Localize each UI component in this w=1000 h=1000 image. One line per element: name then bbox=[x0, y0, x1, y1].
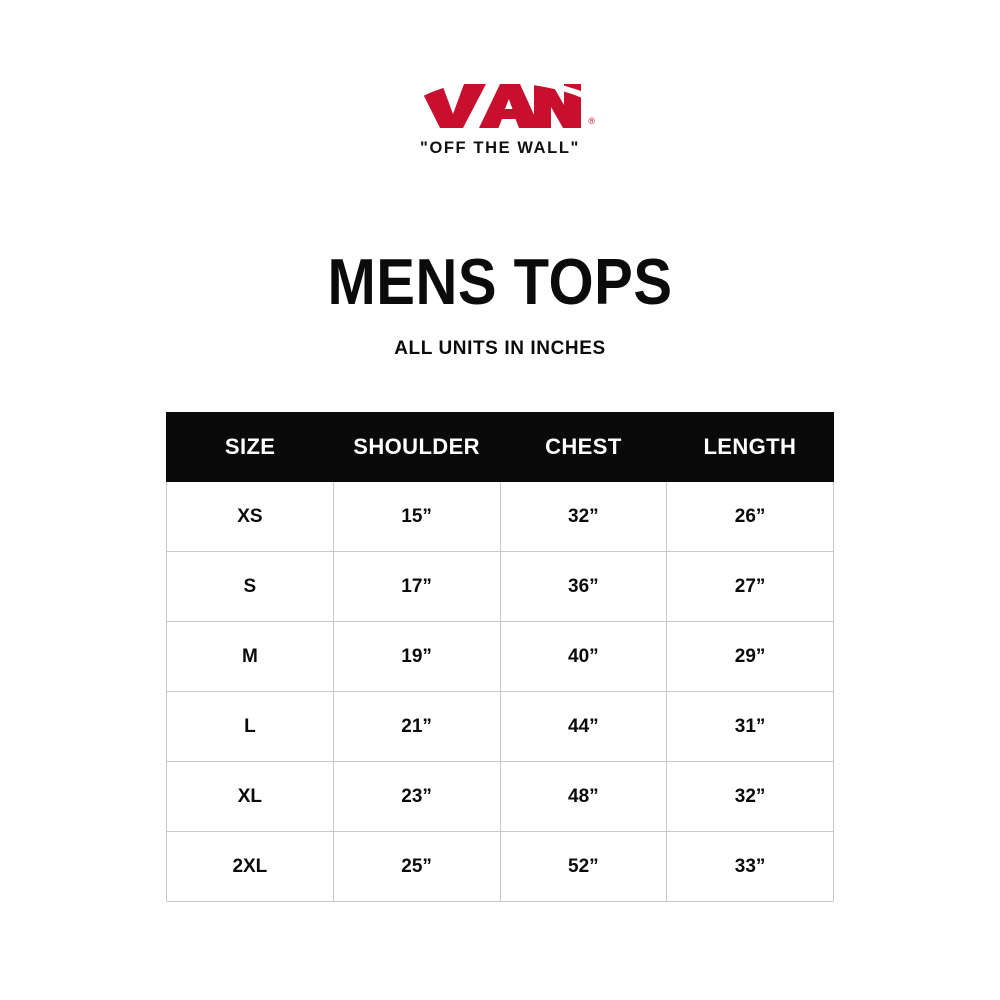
column-header-shoulder: SHOULDER bbox=[333, 412, 500, 482]
page-title: MENS TOPS bbox=[327, 245, 673, 319]
page-subtitle: ALL UNITS IN INCHES bbox=[394, 338, 606, 359]
cell-shoulder: 21” bbox=[333, 692, 500, 762]
column-header-length: LENGTH bbox=[667, 412, 834, 482]
column-header-size: SIZE bbox=[167, 412, 334, 482]
cell-length: 31” bbox=[667, 692, 834, 762]
cell-length: 27” bbox=[667, 552, 834, 622]
cell-chest: 48” bbox=[500, 762, 667, 832]
table-header-row bbox=[167, 412, 834, 482]
cell-chest: 44” bbox=[500, 692, 667, 762]
size-chart-table bbox=[166, 412, 834, 902]
cell-size: 2XL bbox=[167, 832, 334, 902]
table-row bbox=[167, 622, 834, 692]
cell-length: 32” bbox=[667, 762, 834, 832]
vans-logo bbox=[416, 78, 595, 130]
cell-chest: 36” bbox=[500, 552, 667, 622]
size-chart-table-wrap bbox=[166, 412, 834, 902]
cell-size: M bbox=[167, 622, 334, 692]
cell-chest: 52” bbox=[500, 832, 667, 902]
cell-chest: 32” bbox=[500, 482, 667, 552]
cell-shoulder: 23” bbox=[333, 762, 500, 832]
cell-size: XL bbox=[167, 762, 334, 832]
cell-chest: 40” bbox=[500, 622, 667, 692]
table-row bbox=[167, 832, 834, 902]
column-header-chest: CHEST bbox=[500, 412, 667, 482]
cell-length: 26” bbox=[667, 482, 834, 552]
cell-shoulder: 19” bbox=[333, 622, 500, 692]
table-row bbox=[167, 692, 834, 762]
cell-size: L bbox=[167, 692, 334, 762]
cell-shoulder: 25” bbox=[333, 832, 500, 902]
cell-shoulder: 15” bbox=[333, 482, 500, 552]
table-row bbox=[167, 762, 834, 832]
cell-length: 33” bbox=[667, 832, 834, 902]
table-row bbox=[167, 482, 834, 552]
brand-tagline: "OFF THE WALL" bbox=[420, 139, 580, 157]
table-row bbox=[167, 552, 834, 622]
cell-size: XS bbox=[167, 482, 334, 552]
cell-size: S bbox=[167, 552, 334, 622]
brand-block bbox=[416, 78, 595, 158]
cell-length: 29” bbox=[667, 622, 834, 692]
registered-trademark-symbol: ® bbox=[588, 116, 595, 126]
cell-shoulder: 17” bbox=[333, 552, 500, 622]
